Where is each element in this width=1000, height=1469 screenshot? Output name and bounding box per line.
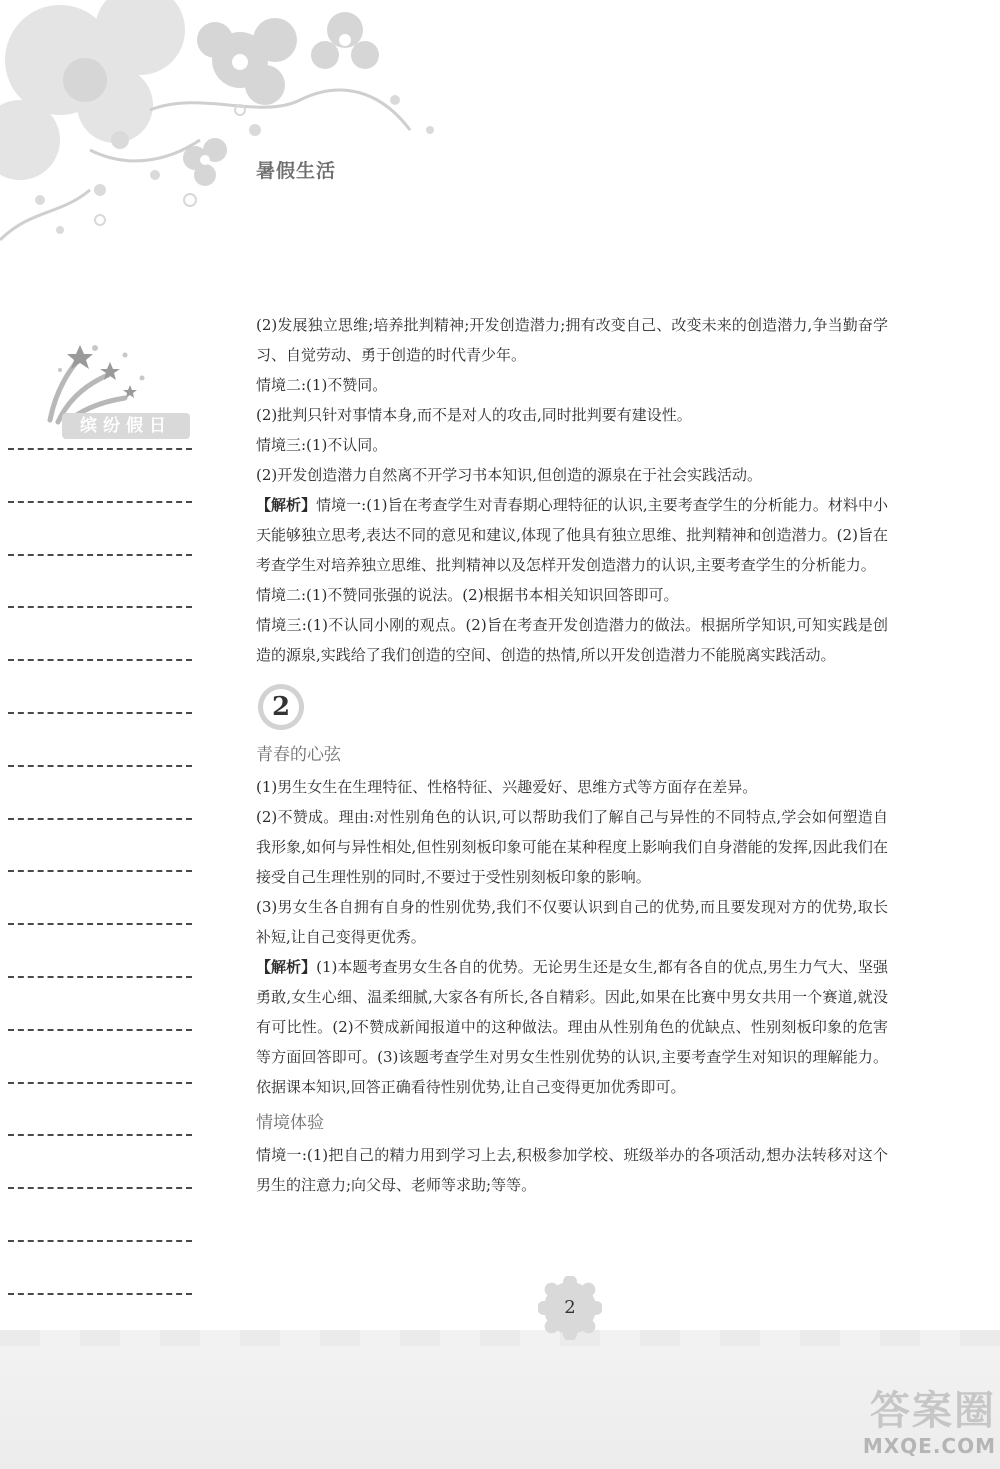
header-title: 暑假生活 xyxy=(256,160,337,182)
floral-decoration xyxy=(0,0,460,270)
analysis-paragraph xyxy=(256,952,888,1102)
answer-paragraph: 情境一:(1)把自己的精力用到学习上去,积极参加学校、班级举办的各项活动,想办法转移对这个男生的注意力;向父母、老师等求助;等等。 xyxy=(256,1146,888,1194)
note-line xyxy=(8,501,192,503)
section-number-badge xyxy=(256,682,306,732)
note-line xyxy=(8,1293,192,1295)
note-line xyxy=(8,1082,192,1084)
analysis-text: (1)本题考查男女生各自的优势。无论男生还是女生,都有各自的优点,男生力气大、坚强勇敢,女生心细、温柔细腻,大家各有所长,各自精彩。因此,如果在比赛中男女共用一个赛道,就没有可比性。(2)不赞成新闻报道中的这种做法。理由从性别角色的优缺点、性别刻板印象的危害等方面回答即可。(3)该题考查学生对男女生性别优势的认识,主要考查学生对知识的理解能力。依据课本知识,回答正确看待性别优势,让自己变得更加优秀即可。 xyxy=(256,958,888,1096)
section-title: 青春的心弦 xyxy=(256,745,341,765)
footer-pattern xyxy=(0,1330,1000,1346)
analysis-text: 情境一:(1)旨在考查学生对青春期心理特征的认识,主要考查学生的分析能力。材料中小天能够独立思考,表达不同的意见和建议,体现了他具有独立思维、批判精神和创造潜力。(2)旨在考查学生对培养独立思维、批判精神以及怎样开发创造潜力的认识,主要考查学生的分析能力。 xyxy=(256,496,888,574)
note-line xyxy=(8,712,192,714)
note-line xyxy=(8,1187,192,1189)
page-number: 2 xyxy=(564,1297,576,1318)
answer-paragraph: 情境三:(1)不认同小刚的观点。(2)旨在考查开发创造潜力的做法。根据所学知识,可知实践是创造的源泉,实践给了我们创造的空间、创造的热情,所以开发创造潜力不能脱离实践活动。 xyxy=(256,616,888,664)
answer-paragraph: (2)批判只针对事情本身,而不是对人的攻击,同时批判要有建设性。 xyxy=(256,406,692,424)
watermark-url: MXQE.COM xyxy=(862,1434,996,1458)
note-line xyxy=(8,448,192,450)
answer-paragraph: 情境三:(1)不认同。 xyxy=(256,436,388,454)
note-line xyxy=(8,1240,192,1242)
note-line xyxy=(8,659,192,661)
page-number-badge xyxy=(538,1276,602,1340)
note-line xyxy=(8,765,192,767)
answer-paragraph: (2)不赞成。理由:对性别角色的认识,可以帮助我们了解自己与异性的不同特点,学会如何塑造自我形象,如何与异性相处,但性别刻板印象可能在某种程度上影响我们自身潜能的发挥,因此我们在接受自己生理性别的同时,不要过于受性别刻板印象的影响。 xyxy=(256,808,888,886)
section-title: 情境体验 xyxy=(256,1113,324,1133)
answer-paragraph: (3)男女生各自拥有自身的性别优势,我们不仅要认识到自己的优势,而且要发现对方的优势,取长补短,让自己变得更优秀。 xyxy=(256,898,888,946)
note-line xyxy=(8,818,192,820)
sidebar-badge-label: 缤纷假日 xyxy=(62,413,190,439)
note-line xyxy=(8,1134,192,1136)
answer-paragraph: 情境二:(1)不赞同张强的说法。(2)根据书本相关知识回答即可。 xyxy=(256,586,679,604)
section-number: 2 xyxy=(271,692,291,722)
note-line xyxy=(8,976,192,978)
note-line xyxy=(8,606,192,608)
answer-paragraph: (1)男生女生在生理特征、性格特征、兴趣爱好、思维方式等方面存在差异。 xyxy=(256,778,758,796)
note-line xyxy=(8,870,192,872)
answer-paragraph: (2)开发创造潜力自然离不开学习书本知识,但创造的源泉在于社会实践活动。 xyxy=(256,466,763,484)
note-lines xyxy=(8,448,192,1346)
watermark xyxy=(820,1388,996,1466)
answer-content xyxy=(256,310,888,1200)
note-line xyxy=(8,554,192,556)
analysis-label: 【解析】 xyxy=(256,958,317,976)
answer-paragraph: (2)发展独立思维;培养批判精神;开发创造潜力;拥有改变自己、改变未来的创造潜力,争当勤奋学习、自觉劳动、勇于创造的时代青少年。 xyxy=(256,316,888,364)
note-line xyxy=(8,1029,192,1031)
analysis-paragraph xyxy=(256,490,888,580)
answer-paragraph: 情境二:(1)不赞同。 xyxy=(256,376,388,394)
analysis-label: 【解析】 xyxy=(256,496,317,514)
note-line xyxy=(8,923,192,925)
watermark-logo: 答案圈 xyxy=(870,1388,996,1434)
